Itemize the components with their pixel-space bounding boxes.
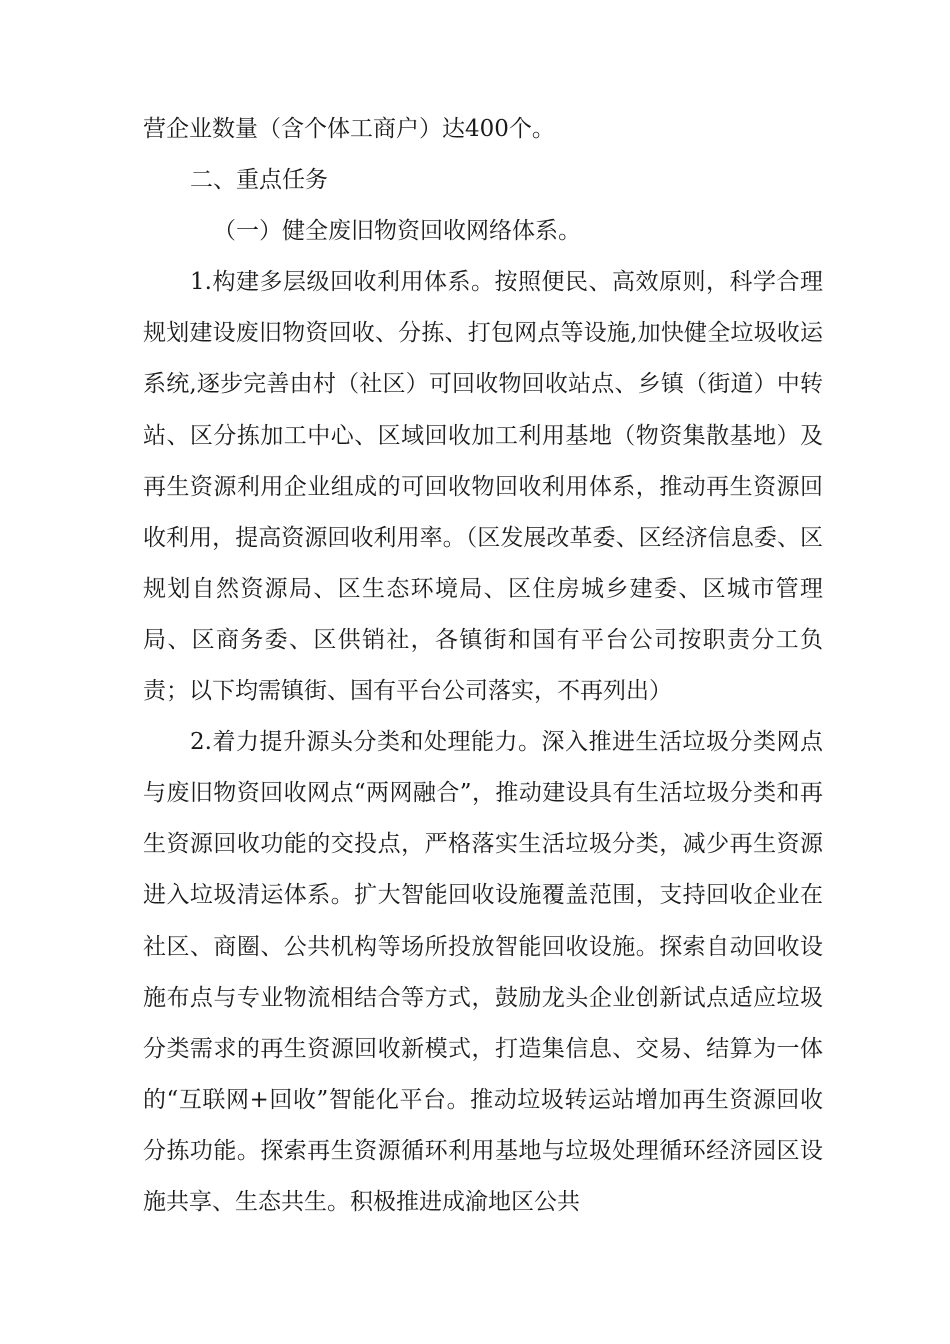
document-body xyxy=(143,104,823,1228)
item-2-paragraph: 2.着力提升源头分类和处理能力。深入推进生活垃圾分类网点与废旧物资回收网点“两网融合”，推动建设具有生活垃圾分类和再生资源回收功能的交投点，严格落实生活垃圾分类，减少再生资源进入垃圾清运体系。扩大智能回收设施覆盖范围，支持回收企业在社区、商圈、公共机构等场所投放智能回收设施。探索自动回收设施布点与专业物流相结合等方式，鼓励龙头企业创新试点适应垃圾分类需求的再生资源回收新模式，打造集信息、交易、结算为一体的“互联网+回收”智能化平台。推动垃圾转运站增加再生资源回收分拣功能。探索再生资源循环利用基地与垃圾处理循环经济园区设施共享、生态共生。积极推进成渝地区公共 xyxy=(143,729,823,1215)
continuation-paragraph: 营企业数量（含个体工商户）达400个。 xyxy=(143,116,555,142)
item-1-paragraph: 1.构建多层级回收利用体系。按照便民、高效原则，科学合理规划建设废旧物资回收、分拣、打包网点等设施,加快健全垃圾收运系统,逐步完善由村（社区）可回收物回收站点、乡镇（街道）中转站、区分拣加工中心、区域回收加工利用基地（物资集散基地）及再生资源利用企业组成的可回收物回收利用体系，推动再生资源回收利用，提高资源回收利用率。（区发展改革委、区经济信息委、区规划自然资源局、区生态环境局、区住房城乡建委、区城市管理局、区商务委、区供销社，各镇街和国有平台公司按职责分工负责；以下均需镇街、国有平台公司落实，不再列出） xyxy=(143,269,823,705)
subsection-heading: （一）健全废旧物资回收网络体系。 xyxy=(213,218,581,245)
section-heading: 二、重点任务 xyxy=(190,167,328,194)
